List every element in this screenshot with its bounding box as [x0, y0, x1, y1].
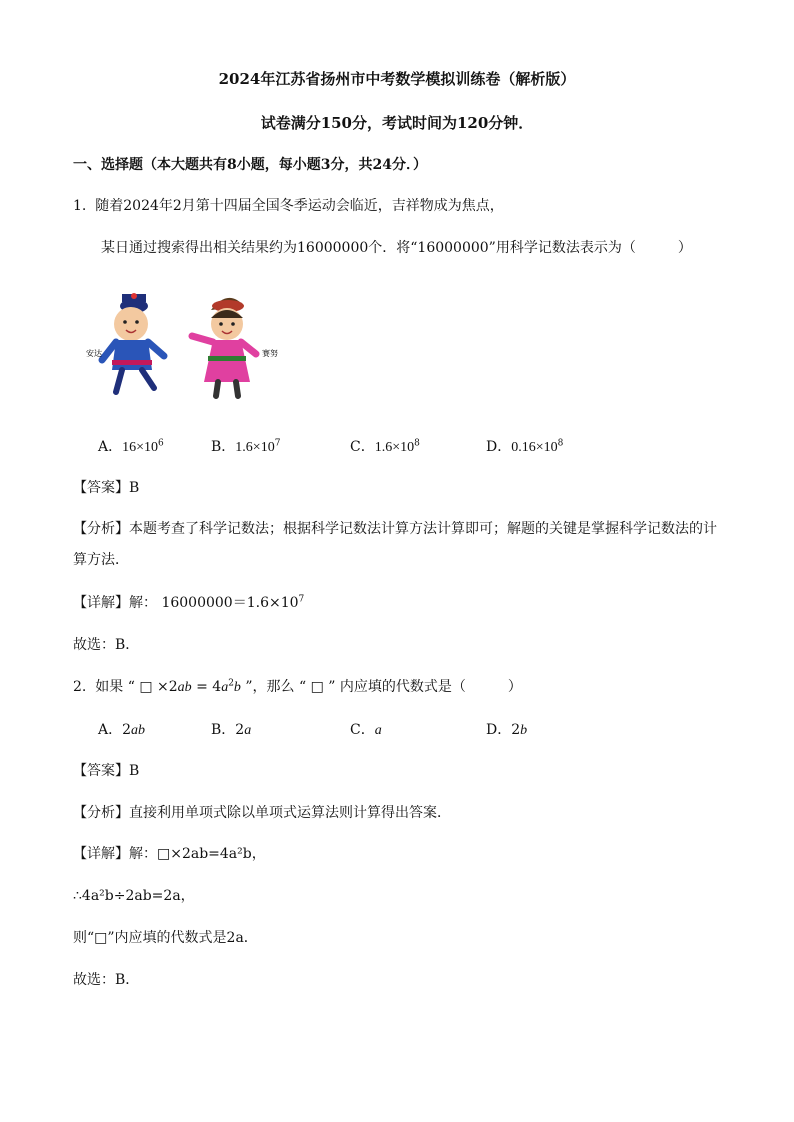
q2-detail: 【详解】解：□×2ab=4a²b，: [73, 846, 266, 862]
mascot-sainu-label: 赛努: [262, 349, 278, 358]
q2-choose: 故选：B．: [73, 972, 140, 988]
q1-option-d: D．$0.16\times 10^8$: [486, 438, 564, 455]
mascot-sainu: [192, 298, 256, 396]
question-number: 1.: [73, 198, 87, 214]
q2-option-b: B．2a: [211, 722, 252, 738]
q1-answer: 【答案】B: [73, 480, 140, 496]
question-1-line2: 某日通过搜索得出相关结果约为16000000个．将“16000000”用科学记数法表示为（ ）: [101, 240, 692, 256]
mascot-anda-label: 安达: [86, 349, 102, 358]
question-text: 随着2024年2月第十四届全国冬季运动会临近，吉祥物成为焦点，: [95, 198, 504, 214]
doc-subtitle: 试卷满分150分，考试时间为120分钟．: [260, 114, 534, 132]
doc-title: 2024年江苏省扬州市中考数学模拟训练卷（解析版）: [218, 70, 576, 88]
q1-analysis-cont: 算方法．: [73, 552, 129, 568]
q1-option-a: A．$16\times 10^6$: [98, 438, 164, 455]
question-2-prompt: 2. 如果 “ □ $\times 2ab = 4a^2b$ ”，那么 “ □ ” 内应填的代数式是（ ）: [73, 678, 522, 695]
q2-step3: 则“□”内应填的代数式是2a．: [73, 930, 258, 946]
q1-option-b: B．$1.6\times 10^7$: [211, 438, 281, 455]
q2-answer: 【答案】B: [73, 763, 140, 779]
q2-option-d: D．2b: [486, 722, 528, 738]
q1-analysis: 【分析】本题考查了科学记数法；根据科学记数法计算方法计算即可；解题的关键是掌握科学记数法的计: [73, 521, 717, 537]
question-1-line1: [73, 195, 504, 215]
q2-analysis: 【分析】直接利用单项式除以单项式运算法则计算得出答案．: [73, 805, 451, 821]
q1-choose: 故选：B．: [73, 637, 140, 653]
q1-detail: 【详解】解： $16000000=1.6\times 10^7$: [73, 594, 305, 611]
section-heading: 一、选择题（本大题共有8小题，每小题3分，共24分．）: [73, 157, 427, 173]
mascot-anda: [102, 293, 164, 392]
q2-option-a: A．2ab: [98, 722, 146, 738]
mascots-figure: [86, 284, 282, 406]
q2-step2: ∴4a²b÷2ab=2a，: [73, 888, 195, 904]
question-number: 2.: [73, 679, 87, 695]
q1-option-c: C．$1.6\times 10^8$: [350, 438, 420, 455]
q2-option-c: C．a: [350, 722, 382, 738]
